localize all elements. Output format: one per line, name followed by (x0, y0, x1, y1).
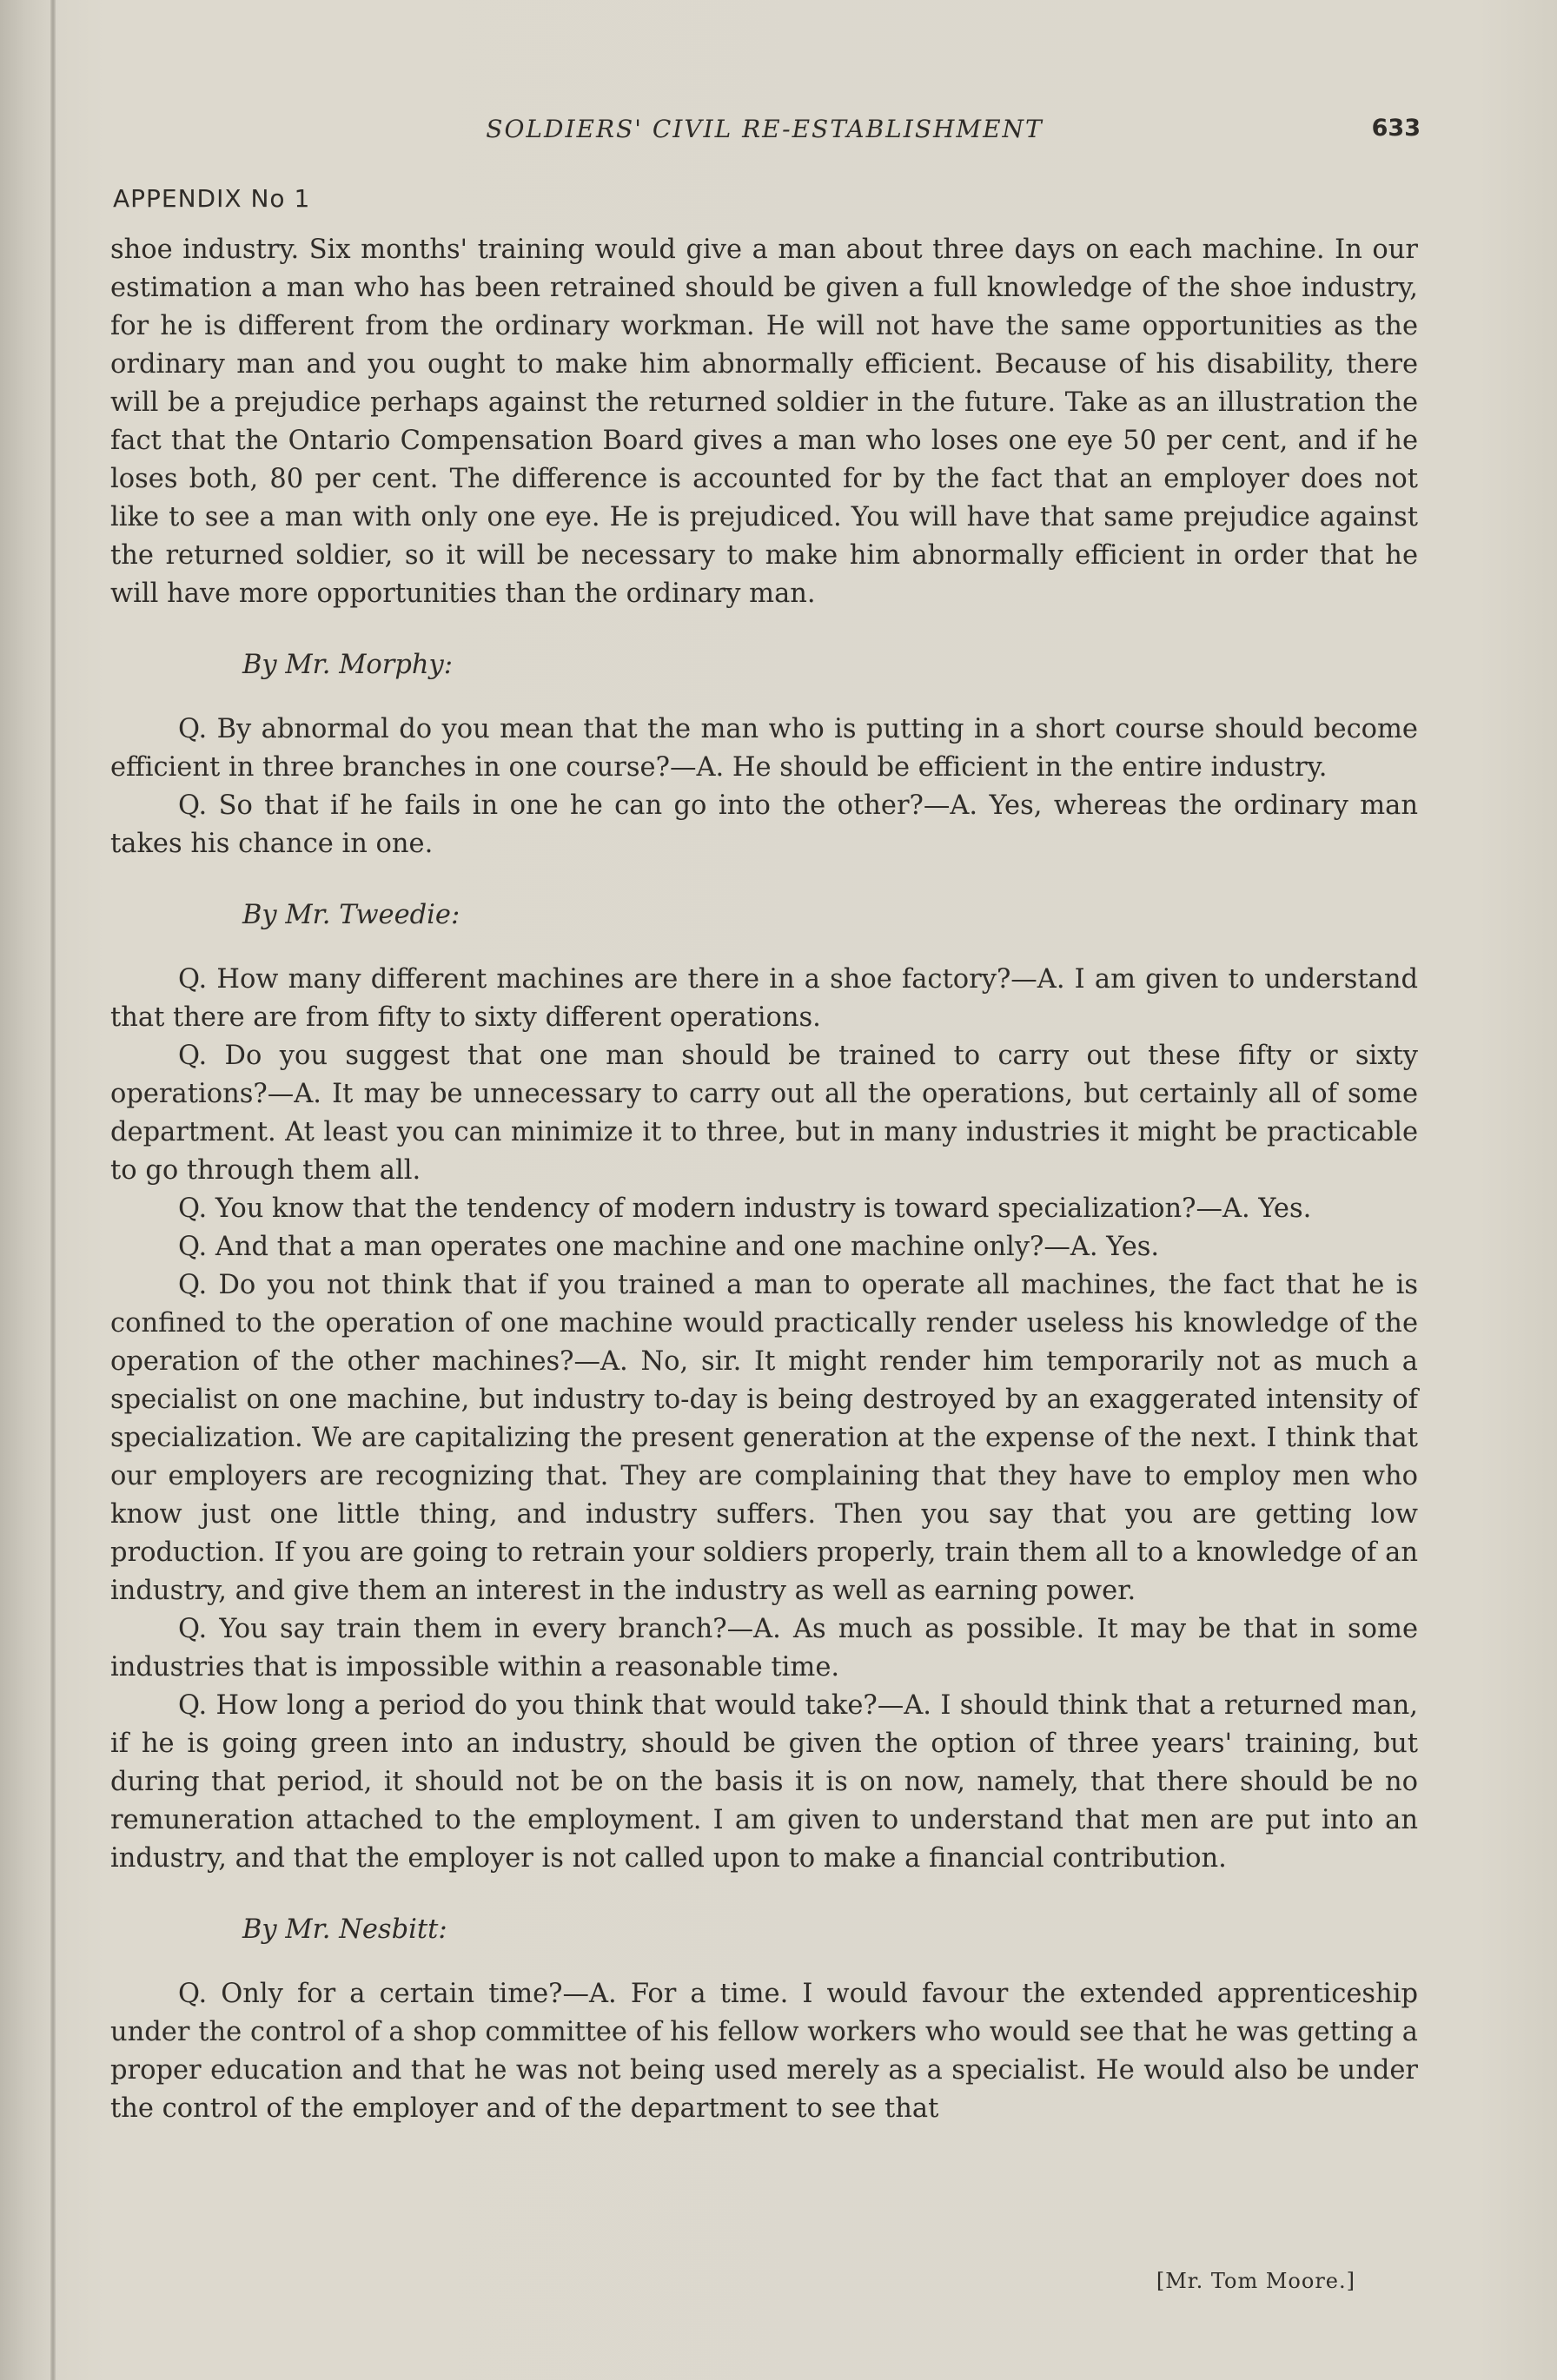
qa-paragraph: Q. Do you suggest that one man should be trained to carry out these fifty or sixty operations?—A. It may be unnecessary to carry out all the operations, but certainly all of some department. At least you can minimize it to three, but in many industries it might be practicable to go through them all. (110, 1041, 1418, 1186)
qa-paragraph: Q. How long a period do you think that would take?—A. I should think that a returned man, if he is going green into an industry, should be given the option of three years' training, but during that period, it should not be on the basis it is on now, namely, that there should be no remuneration attached to the employment. I am given to understand that men are put into an industry, and that the employer is not called upon to make a financial contribution. (110, 1690, 1418, 1874)
witness-note: [Mr. Tom Moore.] (1156, 2269, 1355, 2293)
qa-paragraph: Q. You say train them in every branch?—A. As much as possible. It may be that in some industries that is impossible within a reasonable time. (110, 1614, 1418, 1683)
page-number: 633 (1371, 115, 1421, 142)
qa-paragraph: Q. And that a man operates one machine and one machine only?—A. Yes. (178, 1232, 1160, 1262)
qa-paragraph: Q. Only for a certain time?—A. For a time. I would favour the extended apprenticeship under the control of a shop committee of his fellow workers who would see that he was getting a proper education and that he was not being used merely as a specialist. He would also be under the control of the employer and of the department to see that (110, 1979, 1418, 2124)
running-head (109, 115, 1421, 149)
speaker-heading: By Mr. Nesbitt: (242, 1914, 447, 1945)
qa-paragraph: Q. You know that the tendency of modern industry is toward specialization?—A. Yes. (178, 1193, 1312, 1224)
qa-paragraph: Q. How many different machines are there in a shoe factory?—A. I am given to understand that there are from fifty to sixty different operations. (110, 964, 1418, 1033)
running-title: SOLDIERS' CIVIL RE-ESTABLISHMENT (486, 115, 1044, 143)
speaker-heading: By Mr. Morphy: (242, 650, 454, 680)
speaker-heading: By Mr. Tweedie: (242, 900, 460, 930)
qa-paragraph: Q. By abnormal do you mean that the man who is putting in a short course should become efficient in three branches in one course?—A. He should be efficient in the entire industry. (110, 714, 1418, 783)
body-text (110, 231, 1418, 2128)
binding-gutter (50, 0, 56, 2380)
intro-paragraph: shoe industry. Six months' training would give a man about three days on each machine. In our estimation a man who has been retrained should be given a full knowledge of the shoe industry, for he is different from the ordinary workman. He will not have the same opportunities as the ordinary man and you ought to make him abnormally efficient. Because of his disability, there will be a prejudice perhaps against the returned soldier in the future. Take as an illustration the fact that the Ontario Compensation Board gives a man who loses one eye 50 per cent, and if he loses both, 80 per cent. The difference is accounted for by the fact that an employer does not like to see a man with only one eye. He is prejudiced. You will have that same prejudice against the returned soldier, so it will be necessary to make him abnormally efficient in order that he will have more opportunities than the ordinary man. (110, 235, 1418, 609)
qa-paragraph: Q. Do you not think that if you trained a man to operate all machines, the fact that he is confined to the operation of one machine would practically render useless his knowledge of the operation of the other machines?—A. No, sir. It might render him temporarily not as much a specialist on one machine, but industry to-day is being destroyed by an exaggerated intensity of specialization. We are capitalizing the present generation at the expense of the next. I think that our employers are recognizing that. They are complaining that they have to employ men who know just one little thing, and industry suffers. Then you say that you are getting low production. If you are going to retrain your soldiers properly, train them all to a knowledge of an industry, and give them an interest in the industry as well as earning power. (110, 1270, 1418, 1606)
qa-paragraph: Q. So that if he fails in one he can go into the other?—A. Yes, whereas the ordinary man takes his chance in one. (110, 790, 1418, 859)
appendix-label: APPENDIX No 1 (113, 184, 311, 213)
